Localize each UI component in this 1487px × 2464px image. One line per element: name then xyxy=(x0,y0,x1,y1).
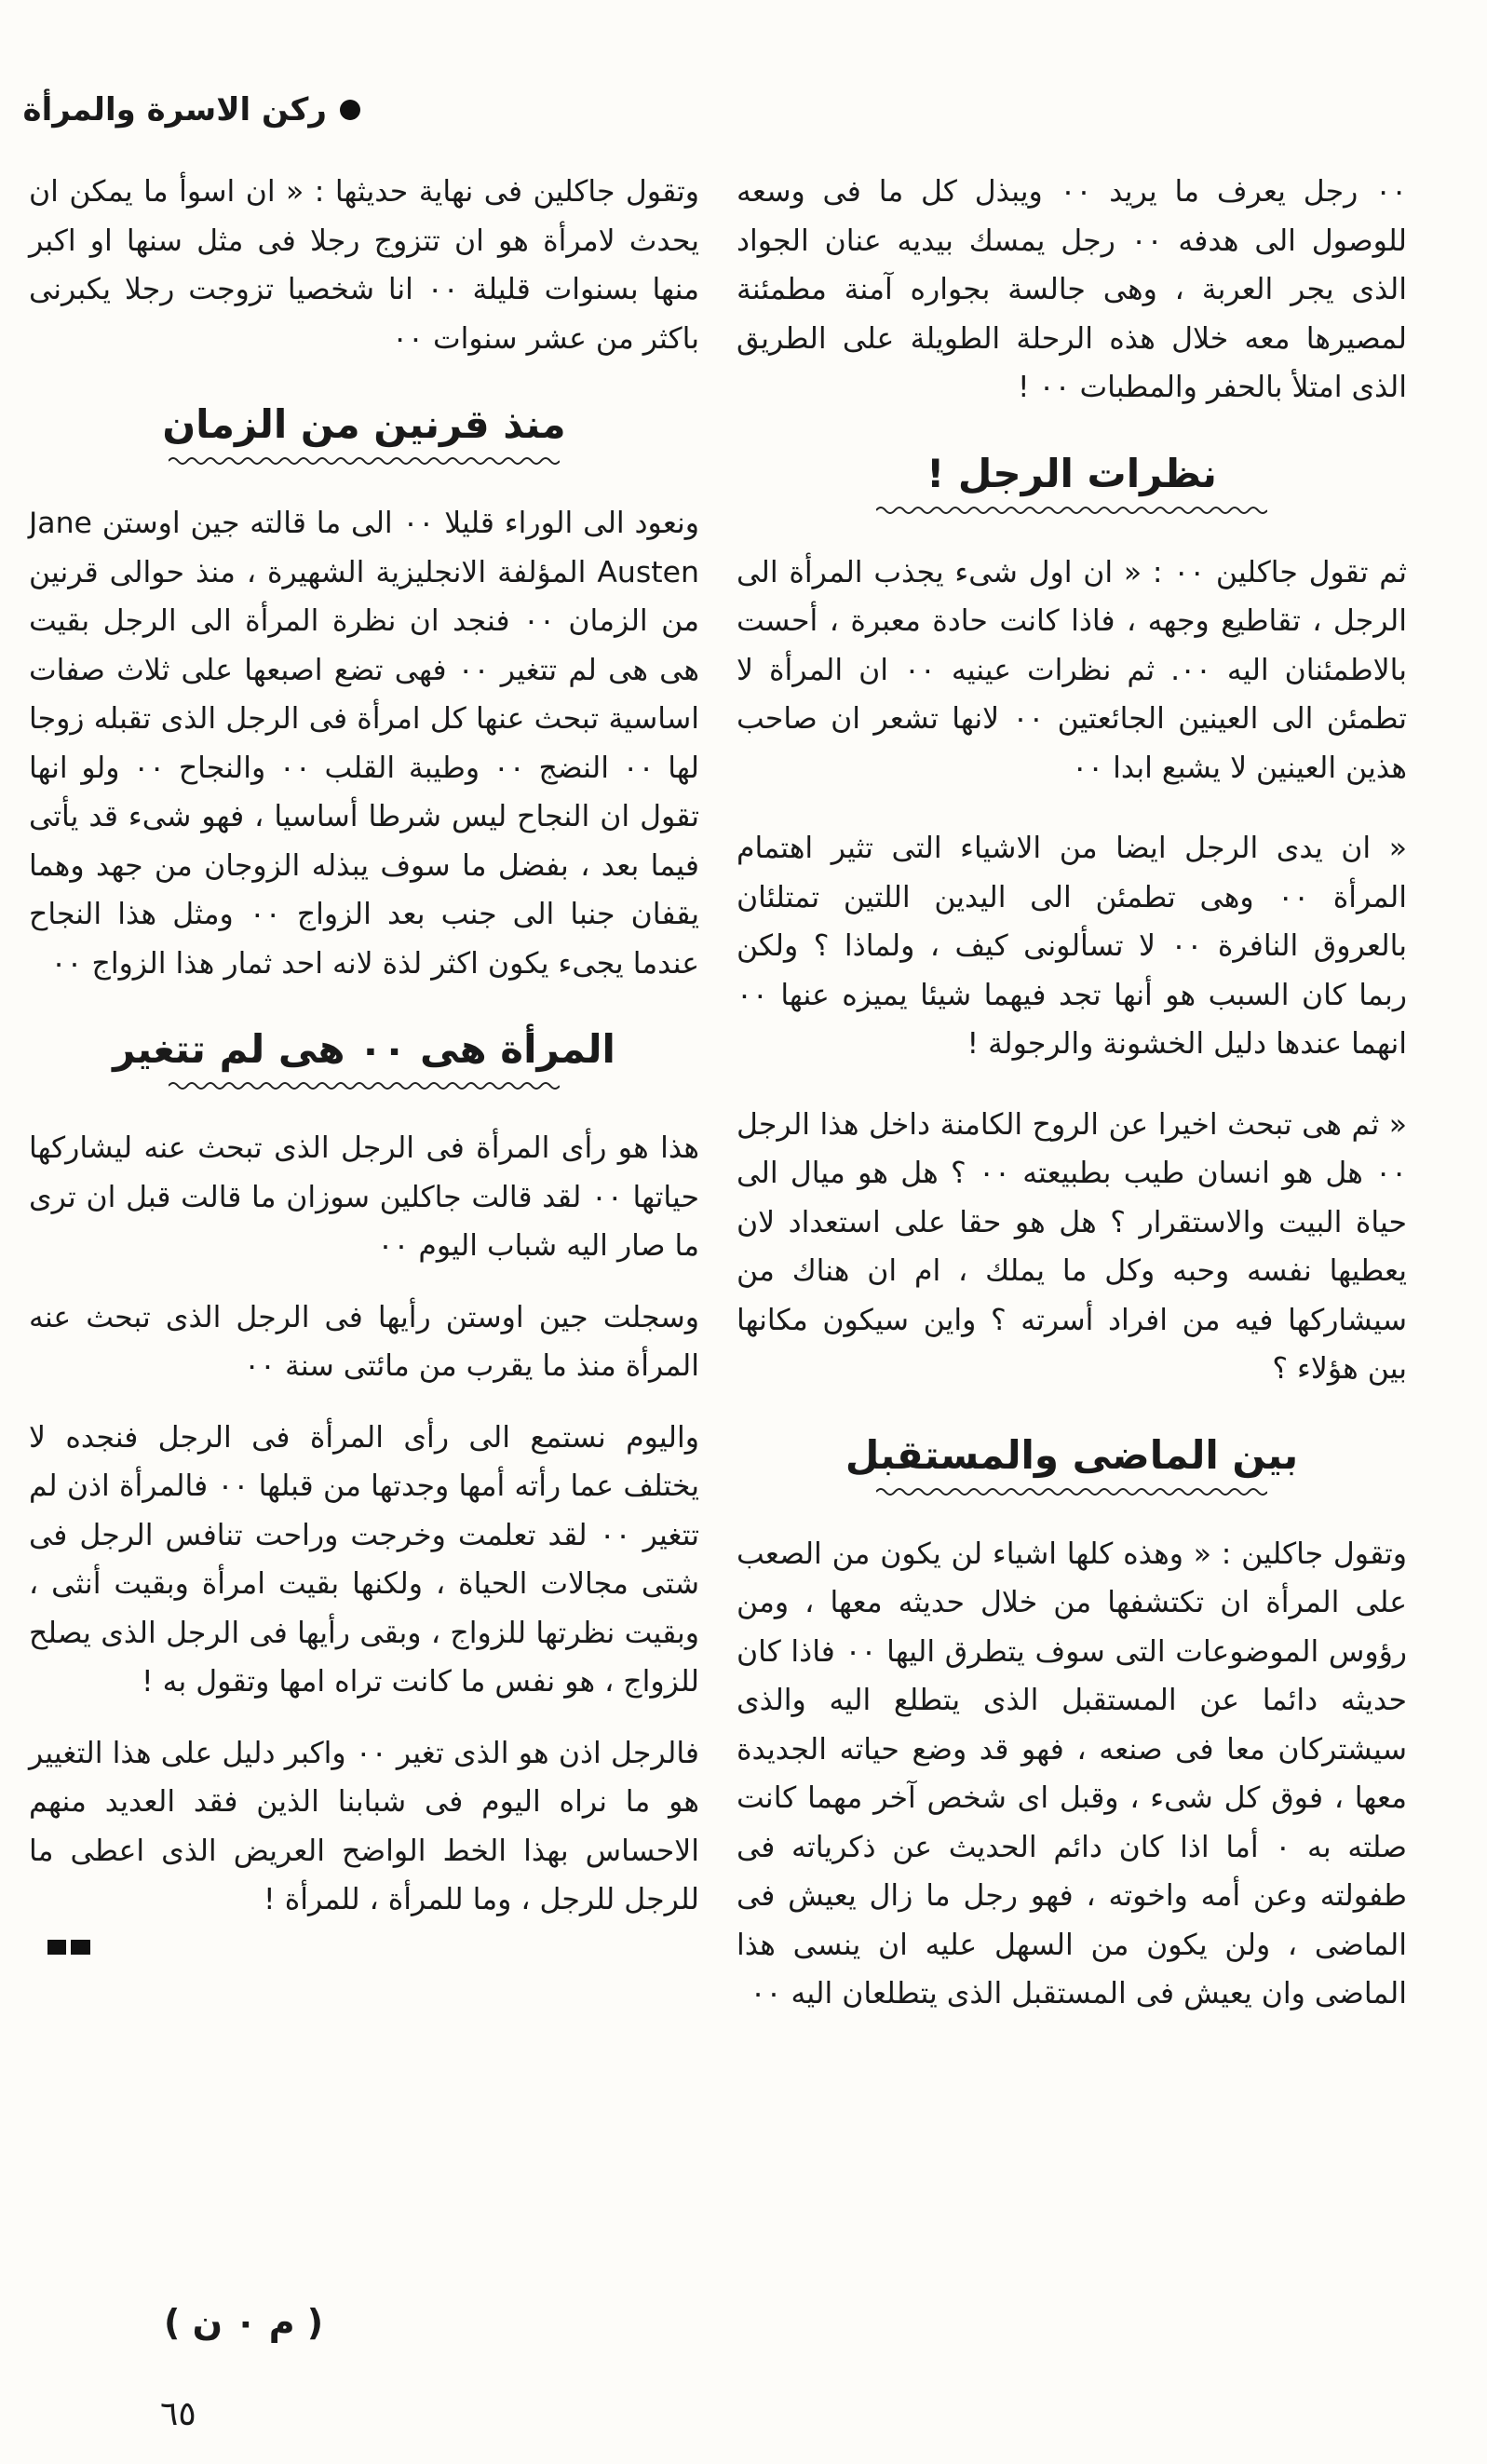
paragraph: « ثم هى تبحث اخيرا عن الروح الكامنة داخل هذا الرجل ٠٠ هل هو انسان طيب بطبيعته ٠٠ ؟ هل هو ميال الى حياة البيت والاستقرار ؟ هل هو حقا على استعداد لان يعطيها نفسه وحبه وكل ما يملك ، ام ان هناك من سيشاركها فيه من افراد أسرته ؟ واين سيكون مكانها بين هؤلاء ؟ xyxy=(737,1107,1407,1386)
paragraph: وسجلت جين اوستن رأيها فى الرجل الذى تبحث عنه المرأة منذ ما يقرب من مائتى سنة ٠٠ xyxy=(29,1300,699,1383)
paragraph: فالرجل اذن هو الذى تغير ٠٠ واكبر دليل على هذا التغيير هو ما نراه اليوم فى شبابنا الذين فقد العديد منهم الاحساس بهذا الخط الواضح العريض الذى اعطى ما للرجل للرجل ، وما للمرأة ، للمرأة ! xyxy=(29,1736,699,1916)
paragraph: « ان يدى الرجل ايضا من الاشياء التى تثير اهتمام المرأة ٠٠ وهى تطمئن الى اليدين اللتين تمتلئان بالعروق النافرة ٠٠ لا تسألونى كيف ، ولماذا ؟ ولكن ربما كان السبب هو أنها تجد فيهما شيئا يميزه عنها ٠٠ انهما عندها دليل الخشونة والرجولة ! xyxy=(737,832,1407,1061)
paragraph: هذا هو رأى المرأة فى الرجل الذى تبحث عنه ليشاركها حياتها ٠٠ لقد قالت جاكلين سوزان ما قالت قبل ان ترى ما صار اليه شباب اليوم ٠٠ xyxy=(29,1131,699,1263)
heading-text: نظرات الرجل ! xyxy=(926,450,1217,496)
heading-text: المرأة هى ٠٠ هى لم تتغير xyxy=(113,1026,615,1072)
paragraph: واليوم نستمع الى رأى المرأة فى الرجل فنجده لا يختلف عما رأته أمها وجدتها من قبلها ٠٠ فالمرأة اذن لم تتغير ٠٠ لقد تعلمت وخرجت وراحت تنافس الرجل فى شتى مجالات الحياة ، ولكنها بقيت امرأة وبقيت أنثى ، وبقيت نظرتها للزواج ، وبقى رأيها فى الرجل الذى يصلح للزواج ، هو نفس ما كانت تراه امها وتقول به ! xyxy=(29,1420,699,1699)
paragraph: ثم تقول جاكلين ٠٠ : « ان اول شىء يجذب المرأة الى الرجل ، تقاطيع وجهه ، فاذا كانت حادة معبرة ، أحست بالاطمئنان اليه ٠٠. ثم نظرات عينيه ٠٠ ان المرأة لا تطمئن الى العينين الجائعتين ٠٠ لانها تشعر ان صاحب هذين العينين لا يشبع ابدا ٠٠ xyxy=(737,555,1408,785)
paragraph: وتقول جاكلين فى نهاية حديثها : « ان اسوأ ما يمكن ان يحدث لامرأة هو ان تتزوج رجلا فى مثل سنها او اكبر منها بسنوات قليلة ٠٠ انا شخصيا تزوجت رجلا يكبرنى باكثر من عشر سنوات ٠٠ xyxy=(29,175,699,356)
heading-text: بين الماضى والمستقبل xyxy=(845,1431,1299,1478)
paragraph: وتقول جاكلين : « وهذه كلها اشياء لن يكون من الصعب على المرأة ان تكتشفها من خلال حديثه معها ، ومن رؤوس الموضوعات التى سوف يتطرق اليها ٠٠ فاذا كان حديثه دائما عن المستقبل الذى يتطلع اليه والذى سيشتركان معا فى صنعه ، فهو قد وضع حياته الجديدة معها ، فوق كل شىء ، وقبل اى شخص آخر مهما كانت صلته به ٠ أما اذا كان دائم الحديث عن ذكرياته فى طفولته وعن أمه واخوته ، فهو رجل ما زال يعيش فى الماضى ، ولن يكون من السهل عليه ان ينسى هذا الماضى وان يعيش فى المستقبل الذى يتطلعان اليه ٠٠ xyxy=(737,1537,1407,2010)
wavy-underline-icon xyxy=(169,454,560,467)
paragraph-text: المؤلفة الانجليزية الشهيرة ، منذ حوالى قرنين من الزمان ٠٠ فنجد ان نظرة المرأة الى الرجل بقيت هى هى لم تتغير ٠٠ فهى تضع اصبعها على ثلاث صفات اساسية تبحث عنها كل امرأة فى الرجل الذى تقبله زوجا لها ٠٠ النضج ٠٠ وطيبة القلب ٠٠ والنجاح ٠٠ ولو انها تقول ان النجاح ليس شرطا أساسيا ، فهو شىء قد يأتى فيما بعد ، بفضل ما سوف يبذله الزوجان من جهد وهما يقفان جنبا الى جنب بعد الزواج ٠٠ ومثل هذا النجاح عندما يجىء يكون اكثر لذة لانه احد ثمار هذا الزواج ٠٠ xyxy=(29,555,700,981)
heading-text: منذ قرنين من الزمان xyxy=(162,401,566,447)
page-header xyxy=(22,82,360,138)
left-column xyxy=(29,168,699,1958)
latin-name: Jane Austen xyxy=(29,507,699,589)
bullet-icon xyxy=(340,100,360,120)
paragraph: ٠٠ رجل يعرف ما يريد ٠٠ ويبذل كل ما فى وسعه للوصول الى هدفه ٠٠ رجل يمسك بيديه عنان الجواد الذى يجر العربة ، وهى جالسة بجواره آمنة مطمئنة لمصيرها معه خلال هذه الرحلة الطويلة على الطريق الذى امتلأ بالحفر والمطبات ٠٠ ! xyxy=(737,175,1407,404)
right-column xyxy=(737,168,1407,2019)
section-title: ركن الاسرة والمرأة xyxy=(22,91,327,129)
wavy-underline-icon xyxy=(876,504,1267,517)
section-heading xyxy=(737,446,1407,517)
paragraph xyxy=(29,499,699,988)
wavy-underline-icon xyxy=(169,1079,560,1092)
end-mark-icon xyxy=(47,1934,699,1958)
section-heading xyxy=(29,397,699,467)
paragraph-text: ونعود الى الوراء قليلا ٠٠ الى ما قالته جين اوستن xyxy=(101,507,699,540)
section-heading xyxy=(29,1022,699,1092)
section-heading xyxy=(737,1428,1407,1498)
wavy-underline-icon xyxy=(876,1485,1267,1498)
page-number: ٦٥ xyxy=(160,2395,196,2433)
author-signature: ( م ٠ ن ) xyxy=(164,2302,324,2343)
